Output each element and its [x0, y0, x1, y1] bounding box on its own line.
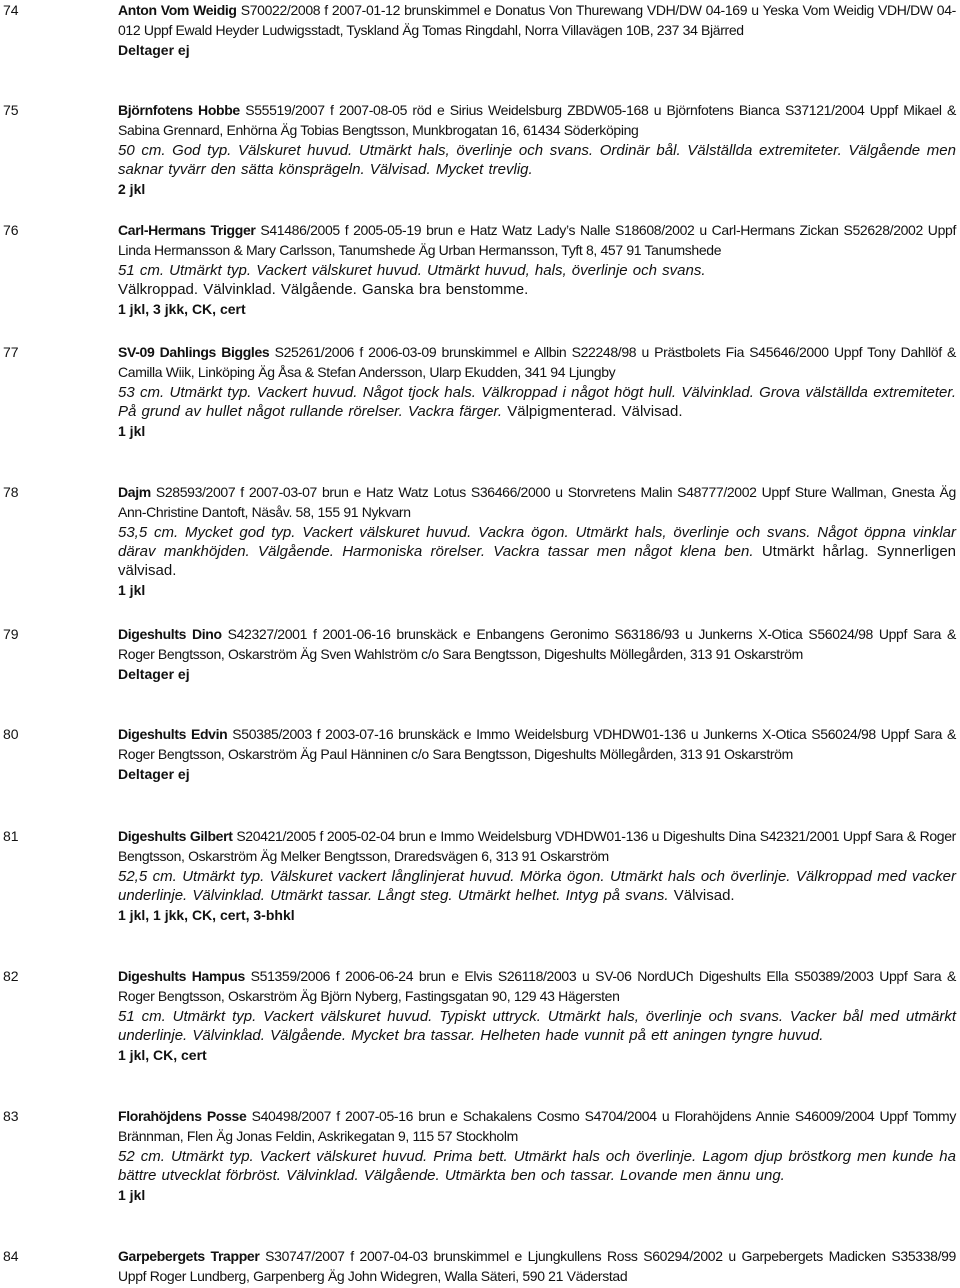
entry-header	[118, 1246, 956, 1286]
dog-details: S70022/2008 f 2007-01-12 brunskimmel e Donatus Von Thurewang VDH/DW 04-169 u Yeska Vom Weidig VDH/DW 04-012 Uppf Ewald Heyder Ludwigsstadt, Tyskland Äg Tomas Ringdahl, Norra Villavägen 10B, 237 34 Bjärred	[118, 2, 956, 38]
dog-name: Carl-Hermans Trigger	[118, 222, 256, 238]
entry-content	[118, 220, 956, 319]
judge-critique	[118, 1007, 956, 1045]
entry-header	[118, 826, 956, 866]
entry-number: 84	[3, 1248, 19, 1264]
entry-content	[118, 1246, 956, 1286]
dog-details: S30747/2007 f 2007-04-03 brunskimmel e Ljungkullens Ross S60294/2002 u Garpebergets Madicken S35338/99 Uppf Roger Lundberg, Garpenberg Äg John Widegren, Walla Säteri, 590 21 Väderstad	[118, 1248, 956, 1284]
critique-text-continued: Välpigmenterad. Välvisad.	[507, 403, 683, 420]
dog-details: S42327/2001 f 2001-06-16 brunskäck e Enbangens Geronimo S63186/93 u Junkerns X-Otica S56024/98 Uppf Sara & Roger Bengtsson, Oskarström Äg Sven Wahlström c/o Sara Bengtsson, Digeshults Möllegården, 313 91 Oskarström	[118, 626, 956, 662]
entry-header	[118, 0, 956, 40]
entry-content	[118, 0, 956, 60]
entry-content	[118, 1106, 956, 1205]
entry-number: 83	[3, 1108, 19, 1124]
entry-result: Deltager ej	[118, 42, 190, 58]
dog-name: Dajm	[118, 484, 151, 500]
entry-result: Deltager ej	[118, 666, 190, 682]
entry-number: 79	[3, 626, 19, 642]
entry-content	[118, 342, 956, 441]
judge-critique	[118, 867, 956, 905]
entry-content	[118, 966, 956, 1065]
entry-number: 78	[3, 484, 19, 500]
dog-name: Digeshults Hampus	[118, 968, 245, 984]
dog-name: Digeshults Gilbert	[118, 828, 233, 844]
entry-header	[118, 724, 956, 764]
dog-name: Björnfotens Hobbe	[118, 102, 240, 118]
critique-text-continued: Välvisad.	[673, 887, 735, 904]
entry-header	[118, 220, 956, 260]
dog-details: S51359/2006 f 2006-06-24 brun e Elvis S26118/2003 u SV-06 NordUCh Digeshults Ella S50389/2003 Uppf Sara & Roger Bengtsson, Oskarström Äg Björn Nyberg, Fastingsgatan 90, 129 43 Hägersten	[118, 968, 956, 1004]
entry-number: 77	[3, 344, 19, 360]
judge-critique	[118, 383, 956, 421]
entry-result: 1 jkl	[118, 423, 146, 439]
dog-details: S40498/2007 f 2007-05-16 brun e Schakalens Cosmo S4704/2004 u Florahöjdens Annie S46009/2004 Uppf Tommy Brännman, Flen Äg Jonas Feldin, Askrikegatan 9, 115 57 Stockholm	[118, 1108, 957, 1144]
entry-number: 76	[3, 222, 19, 238]
dog-name: Florahöjdens Posse	[118, 1108, 247, 1124]
entry-result: 2 jkl	[118, 181, 146, 197]
entry-content	[118, 826, 956, 925]
critique-text: 50 cm. God typ. Välskuret huvud. Utmärkt hals, överlinje och svans. Ordinär bål. Välställda extremiteter. Välgående men saknar tyvärr den sätta könsprägeln. Välvisad. Mycket trevlig.	[118, 142, 956, 178]
entry-result: 1 jkl, CK, cert	[118, 1047, 207, 1063]
entry-number: 80	[3, 726, 19, 742]
entry-header	[118, 624, 956, 664]
judge-critique	[118, 261, 956, 299]
entry-header	[118, 966, 956, 1006]
entry-number: 75	[3, 102, 19, 118]
dog-details: S28593/2007 f 2007-03-07 brun e Hatz Watz Lotus S36466/2000 u Storvretens Malin S48777/2002 Uppf Sture Wallman, Gnesta Äg Ann-Christine Dantoft, Näsåv. 58, 155 91 Nykvarn	[118, 484, 956, 520]
dog-details: S55519/2007 f 2007-08-05 röd e Sirius Weidelsburg ZBDW05-168 u Björnfotens Bianca S37121/2004 Uppf Mikael & Sabina Grennard, Enhörna Äg Tobias Bengtsson, Munkbrogatan 16, 61434 Söderköping	[118, 102, 956, 138]
judge-critique	[118, 523, 956, 580]
entry-content	[118, 100, 956, 199]
entry-result: 1 jkl	[118, 1187, 146, 1203]
critique-text: 53 cm. Utmärkt typ. Vackert huvud. Något tjock hals. Välkroppad i något högt hull. Välvinklad. Grova välställda extremiteter. På grund av hullet något rullande rörelser. Vackra färger.	[118, 384, 956, 420]
dog-name: Digeshults Dino	[118, 626, 222, 642]
judge-critique	[118, 141, 956, 179]
entry-number: 74	[3, 2, 19, 18]
entry-result: 1 jkl, 1 jkk, CK, cert, 3-bhkl	[118, 907, 295, 923]
entry-number: 82	[3, 968, 19, 984]
dog-details: S20421/2005 f 2005-02-04 brun e Immo Weidelsburg VDHDW01-136 u Digeshults Dina S42321/2001 Uppf Sara & Roger Bengtsson, Oskarström Äg Melker Bengtsson, Draredsvägen 6, 313 91 Oskarström	[118, 828, 956, 864]
entry-content	[118, 482, 956, 600]
dog-details: S25261/2006 f 2006-03-09 brunskimmel e Allbin S22248/98 u Prästbolets Fia S45646/2000 Uppf Tony Dahllöf & Camilla Wiik, Linköping Äg Åsa & Stefan Andersson, Ularp Ekudden, 341 94 Ljungby	[118, 344, 956, 380]
critique-text: 52,5 cm. Utmärkt typ. Välskuret vackert långlinjerat huvud. Mörka ögon. Utmärkt hals och överlinje. Välkroppad med vacker underlinje. Välvinklad. Utmärkt tassar. Långt steg. Utmärkt helhet. Intyg på svans.	[118, 868, 956, 904]
entry-content	[118, 624, 956, 684]
dog-details: S41486/2005 f 2005-05-19 brun e Hatz Watz Lady’s Nalle S18608/2002 u Carl-Hermans Zickan S52628/2002 Uppf Linda Hermansson & Mary Carlsson, Tanumshede Äg Urban Hermansson, Tyft 8, 457 91 Tanumshede	[118, 222, 956, 258]
entry-header	[118, 1106, 956, 1146]
critique-text: 52 cm. Utmärkt typ. Vackert välskuret huvud. Prima bett. Utmärkt hals och överlinje. Lagom djup bröstkorg men kunde ha bättre utvecklat förbröst. Välvinklad. Välgående. Utmärkta ben och tassar. Lovande men ännu ung.	[118, 1148, 956, 1184]
dog-details: S50385/2003 f 2003-07-16 brunskäck e Immo Weidelsburg VDHDW01-136 u Junkerns X-Otica S56024/98 Uppf Sara & Roger Bengtsson, Oskarström Äg Paul Hänninen c/o Sara Bengtsson, Digeshults Möllegården, 313 91 Oskarström	[118, 726, 956, 762]
dog-name: Anton Vom Weidig	[118, 2, 237, 18]
critique-text: 51 cm. Utmärkt typ. Vackert välskuret huvud. Utmärkt huvud, hals, överlinje och svans.	[118, 262, 706, 279]
judge-critique	[118, 1147, 956, 1185]
entry-header	[118, 100, 956, 140]
entry-result: Deltager ej	[118, 766, 190, 782]
entry-content	[118, 724, 956, 784]
entry-number: 81	[3, 828, 19, 844]
entry-header	[118, 482, 956, 522]
critique-text: 53,5 cm. Mycket god typ. Vackert välskuret huvud. Vackra ögon. Utmärkt hals, överlinje och svans. Något öppna vinklar därav mankhöjden. Välgående. Harmoniska rörelser. Vackra tassar men något klena ben.	[118, 524, 956, 560]
dog-name: Garpebergets Trapper	[118, 1248, 260, 1264]
critique-text-continued: Välkroppad. Välvinklad. Välgående. Ganska bra benstomme.	[118, 281, 529, 298]
entry-result: 1 jkl	[118, 582, 146, 598]
dog-name: Digeshults Edvin	[118, 726, 228, 742]
entry-header	[118, 342, 956, 382]
critique-text: 51 cm. Utmärkt typ. Vackert välskuret huvud. Typiskt uttryck. Utmärkt hals, överlinje och svans. Vacker bål med utmärkt underlinje. Välvinklad. Välgående. Mycket bra tassar. Helheten hade vunnit på ett aningen tyngre huvud.	[118, 1008, 956, 1044]
dog-name: SV-09 Dahlings Biggles	[118, 344, 270, 360]
critique-text-continued: Utmärkt hårlag. Synnerligen välvisad.	[118, 543, 957, 579]
entry-result: 1 jkl, 3 jkk, CK, cert	[118, 301, 246, 317]
